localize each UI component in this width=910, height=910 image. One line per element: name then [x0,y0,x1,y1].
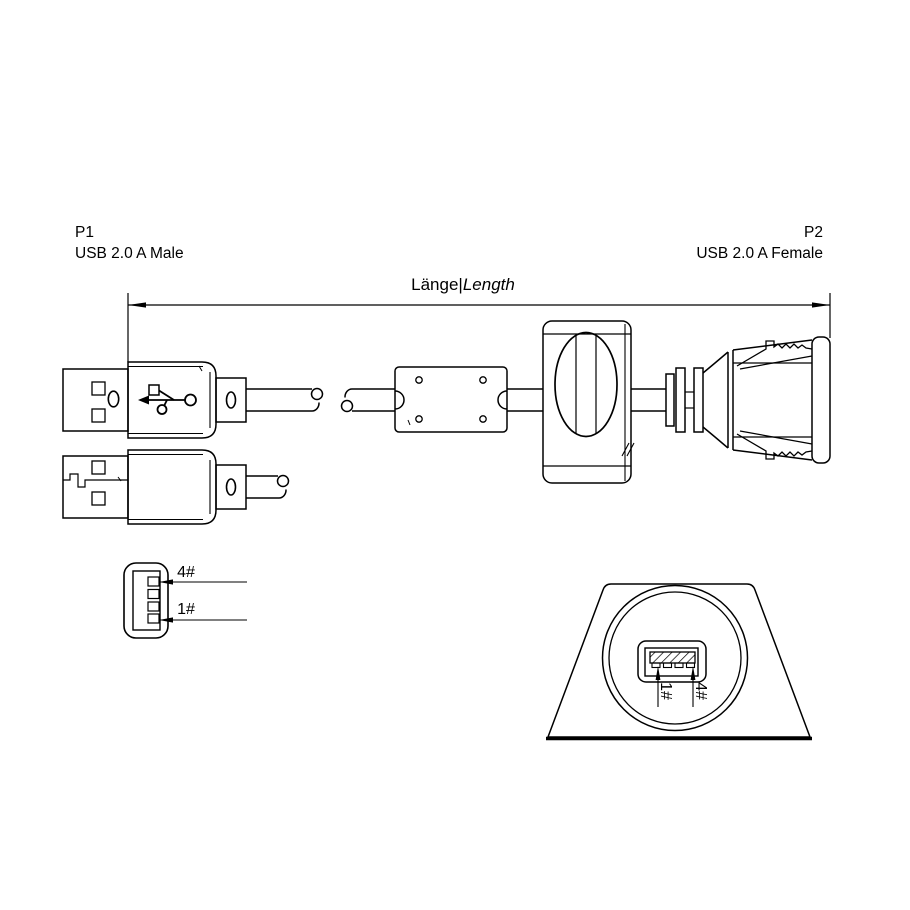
ferrite-pin-hole-3 [416,416,422,422]
shell-hole-2 [92,492,105,505]
ferrite-notch-left [395,391,404,409]
ferrite-notch-right [498,391,507,409]
cable-break-loop-2 [342,401,353,412]
shell-hole-2 [92,409,105,422]
receptacle-contact-2 [664,663,672,668]
shell-seam [63,474,128,487]
receptacle-contact-4 [687,663,695,668]
cable-with-break [246,389,395,412]
contact-pad-1 [148,614,159,623]
boot-rib-1 [666,374,674,426]
boot-rib-2 [676,368,685,432]
p2-female-side-view [666,337,830,463]
dimension-arrow-right [812,302,830,307]
shell-outline [124,563,168,638]
p1-label-block [75,224,184,262]
clip-slot-oval [555,333,617,437]
pin-label-left: 1# [657,682,674,700]
cable-break-loop-1 [312,389,323,400]
leader-arrow-pin-1 [656,666,661,680]
ferrite-bead [395,367,543,432]
ferrite-pin-hole-1 [416,377,422,383]
p2-label-block [696,224,823,262]
leader-arrow-pin-4 [691,666,696,680]
strain-relief [216,465,246,509]
strain-relief [216,378,246,422]
cable-break-hook [279,490,286,499]
boot-taper-top [703,352,728,373]
shell [63,456,128,518]
dimension-arrow-left [128,302,146,307]
tongue-outline [133,571,160,630]
pin-leaders [159,579,247,622]
pin-label-top: 4# [177,564,195,581]
shell-hole-1 [92,461,105,474]
pin-label-right: 4# [692,682,709,700]
shell-hole-1 [92,382,105,395]
usb-trident-icon [138,385,196,414]
leader-arrow-pin-bottom [159,617,173,622]
strain-relief-oval [227,392,236,408]
contact-pad-3 [148,590,159,599]
overmold-body [128,450,216,524]
strain-relief-oval [227,479,236,495]
length-dimension [128,275,830,362]
contact-pad-4 [148,577,159,586]
ferrite-pin-hole-2 [480,377,486,383]
receptacle-tongue [650,652,695,663]
panel-flange [812,337,830,463]
shell-oval-hole [108,391,118,407]
p2-female-panel-detail [546,584,812,739]
p1-description: USB 2.0 A Male [75,245,184,262]
surface-tick [408,420,410,425]
receptacle-contact-3 [675,663,683,668]
ferrite-pin-hole-4 [480,416,486,422]
receptacle-contact-1 [652,663,660,668]
p1-designator: P1 [75,224,94,241]
p2-description: USB 2.0 A Female [696,245,823,262]
pin-label-bottom: 1# [177,601,195,618]
leader-arrow-pin-top [159,579,173,584]
ferrite-housing [395,367,507,432]
p1-male-front-view [124,563,247,638]
length-dimension-label: Länge|Length [411,275,515,294]
cable-break-loop [278,476,289,487]
p1-male-top-view [63,362,246,438]
boot-taper-bottom [703,427,728,448]
mounting-clip [543,321,666,483]
cable-break-hook-1 [312,403,319,412]
p1-male-side-view [63,450,289,524]
contact-pad-2 [148,602,159,611]
boot-rib-3 [694,368,703,432]
p2-designator: P2 [804,224,823,241]
cable-break-hook-2 [345,389,352,398]
